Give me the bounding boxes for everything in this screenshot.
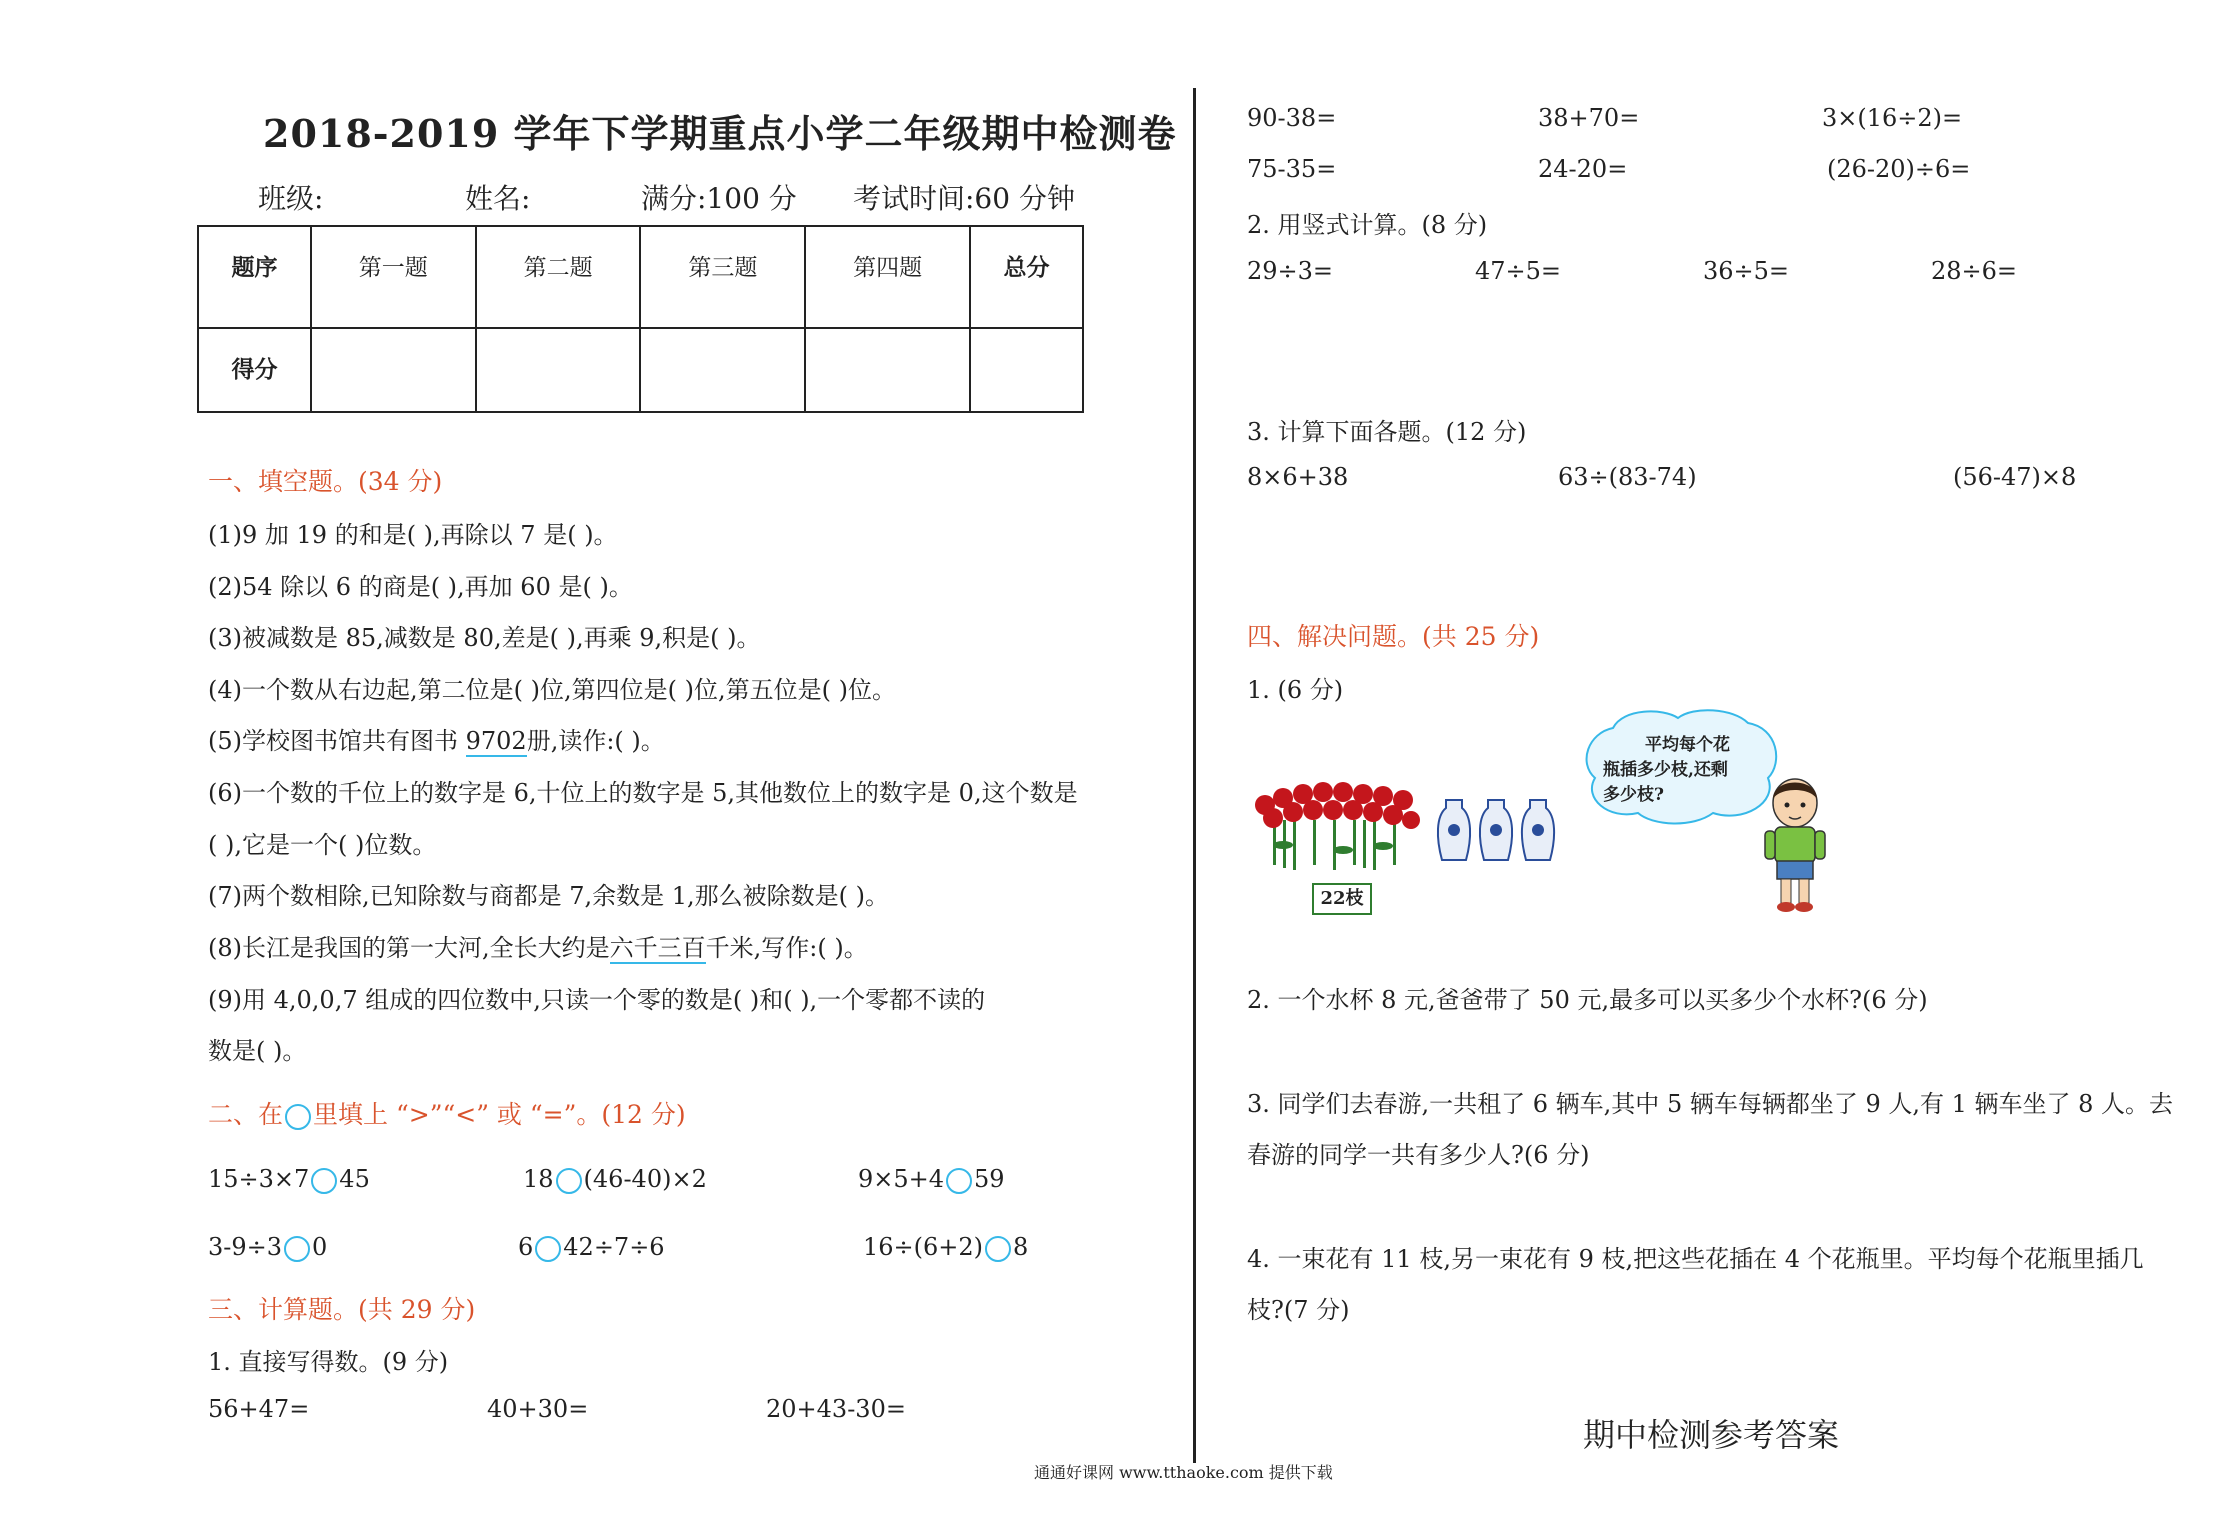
mixed-calc-title: 3. 计算下面各题。(12 分)	[1247, 418, 1527, 446]
score-header-q4: 第四题	[805, 226, 970, 328]
exam-time: 考试时间:60 分钟	[853, 182, 1075, 215]
vases-image	[1436, 792, 1566, 872]
mixed-calc-item: 63÷(83-74)	[1558, 463, 1697, 491]
direct-calc-item: 40+30=	[487, 1395, 589, 1423]
compare-item: 9×5+4 59	[858, 1165, 1005, 1193]
flower-count-label: 22枝	[1312, 883, 1372, 915]
name-label: 姓名:	[465, 182, 531, 215]
vertical-calc-title: 2. 用竖式计算。(8 分)	[1247, 211, 1488, 239]
compare-item: 6 42÷7÷6	[518, 1233, 665, 1261]
speech-bubble	[1583, 708, 1783, 828]
vertical-calc-item: 47÷5=	[1475, 257, 1562, 285]
fill-item-9a: (9)用 4,0,0,7 组成的四位数中,只读一个零的数是( )和( ),一个零都不读的	[208, 986, 986, 1014]
score-cell	[640, 328, 805, 412]
direct-calc-title: 1. 直接写得数。(9 分)	[208, 1348, 449, 1376]
page-title: 2018-2019 学年下学期重点小学二年级期中检测卷	[263, 111, 1177, 156]
vertical-calc-item: 28÷6=	[1931, 257, 2018, 285]
section3-title: 三、计算题。(共 29 分)	[208, 1295, 476, 1324]
problem-4b: 枝?(7 分)	[1247, 1296, 1350, 1324]
footer: 通通好课网 www.tthaoke.com 提供下载	[1034, 1463, 1333, 1482]
problem-2: 2. 一个水杯 8 元,爸爸带了 50 元,最多可以买多少个水杯?(6 分)	[1247, 986, 1928, 1014]
fill-item-1: (1)9 加 19 的和是( ),再除以 7 是( )。	[208, 521, 618, 549]
column-divider	[1193, 88, 1196, 1463]
bubble-line-2: 瓶插多少枝,还剩	[1603, 760, 1728, 780]
score-cell	[311, 328, 476, 412]
mixed-calc-item: 8×6+38	[1247, 463, 1349, 491]
section2-title: 二、在 里填上 “>”“<” 或 “=”。(12 分)	[208, 1100, 686, 1129]
answer-circle-icon[interactable]	[946, 1168, 972, 1194]
bubble-line-3: 多少枝?	[1603, 785, 1664, 805]
compare-item: 18 (46-40)×2	[523, 1165, 707, 1193]
section1-title: 一、填空题。(34 分)	[208, 467, 443, 496]
vertical-calc-item: 36÷5=	[1703, 257, 1790, 285]
fill-item-6b: ( ),它是一个( )位数。	[208, 831, 437, 859]
direct-calc-item: 3×(16÷2)=	[1822, 104, 1963, 132]
answer-circle-icon[interactable]	[556, 1168, 582, 1194]
river-length: 六千三百	[609, 934, 706, 962]
direct-calc-item: 56+47=	[208, 1395, 310, 1423]
roses-image	[1253, 780, 1423, 880]
fill-item-7: (7)两个数相除,已知除数与商都是 7,余数是 1,那么被除数是( )。	[208, 882, 890, 910]
score-row-label: 得分	[198, 328, 311, 412]
boy-image	[1755, 775, 1835, 915]
compare-item: 3-9÷3 0	[208, 1233, 328, 1261]
direct-calc-item: 90-38=	[1247, 104, 1337, 132]
problem-3b: 春游的同学一共有多少人?(6 分)	[1247, 1141, 1590, 1169]
answers-title: 期中检测参考答案	[1583, 1416, 1840, 1454]
fill-item-3: (3)被减数是 85,减数是 80,差是( ),再乘 9,积是( )。	[208, 624, 761, 652]
vertical-calc-item: 29÷3=	[1247, 257, 1334, 285]
fill-item-5: (5)学校图书馆共有图书 9702册,读作:( )。	[208, 727, 665, 755]
direct-calc-item: (26-20)÷6=	[1827, 155, 1971, 183]
answer-circle-icon[interactable]	[311, 1168, 337, 1194]
compare-item: 16÷(6+2) 8	[863, 1233, 1029, 1261]
direct-calc-item: 75-35=	[1247, 155, 1337, 183]
score-table	[197, 225, 1084, 413]
class-label: 班级:	[258, 182, 324, 215]
score-cell	[476, 328, 641, 412]
answer-circle-icon[interactable]	[535, 1236, 561, 1262]
problem-1: 1. (6 分)	[1247, 676, 1344, 704]
answer-circle-icon[interactable]	[284, 1236, 310, 1262]
fill-item-6a: (6)一个数的千位上的数字是 6,十位上的数字是 5,其他数位上的数字是 0,这个数是	[208, 779, 1078, 807]
answer-circle-icon	[285, 1104, 311, 1130]
answer-circle-icon[interactable]	[985, 1236, 1011, 1262]
fill-item-2: (2)54 除以 6 的商是( ),再加 60 是( )。	[208, 573, 633, 601]
direct-calc-item: 20+43-30=	[766, 1395, 906, 1423]
problem-4a: 4. 一束花有 11 枝,另一束花有 9 枝,把这些花插在 4 个花瓶里。平均每个花瓶里插几	[1247, 1245, 2144, 1273]
book-count: 9702	[465, 727, 527, 755]
compare-item: 15÷3×7 45	[208, 1165, 370, 1193]
score-header-q3: 第三题	[640, 226, 805, 328]
score-header-total: 总分	[970, 226, 1083, 328]
fill-item-4: (4)一个数从右边起,第二位是( )位,第四位是( )位,第五位是( )位。	[208, 676, 896, 704]
score-header-order: 题序	[198, 226, 311, 328]
bubble-line-1: 平均每个花	[1645, 735, 1730, 755]
score-cell	[805, 328, 970, 412]
full-score: 满分:100 分	[641, 182, 797, 215]
direct-calc-item: 24-20=	[1538, 155, 1628, 183]
score-header-q1: 第一题	[311, 226, 476, 328]
score-header-q2: 第二题	[476, 226, 641, 328]
direct-calc-item: 38+70=	[1538, 104, 1640, 132]
score-cell	[970, 328, 1083, 412]
fill-item-9b: 数是( )。	[208, 1037, 307, 1065]
fill-item-8: (8)长江是我国的第一大河,全长大约是六千三百千米,写作:( )。	[208, 934, 868, 962]
section4-title: 四、解决问题。(共 25 分)	[1247, 622, 1540, 651]
problem-3a: 3. 同学们去春游,一共租了 6 辆车,其中 5 辆车每辆都坐了 9 人,有 1 辆车坐了 8 人。去	[1247, 1090, 2174, 1118]
mixed-calc-item: (56-47)×8	[1953, 463, 2077, 491]
